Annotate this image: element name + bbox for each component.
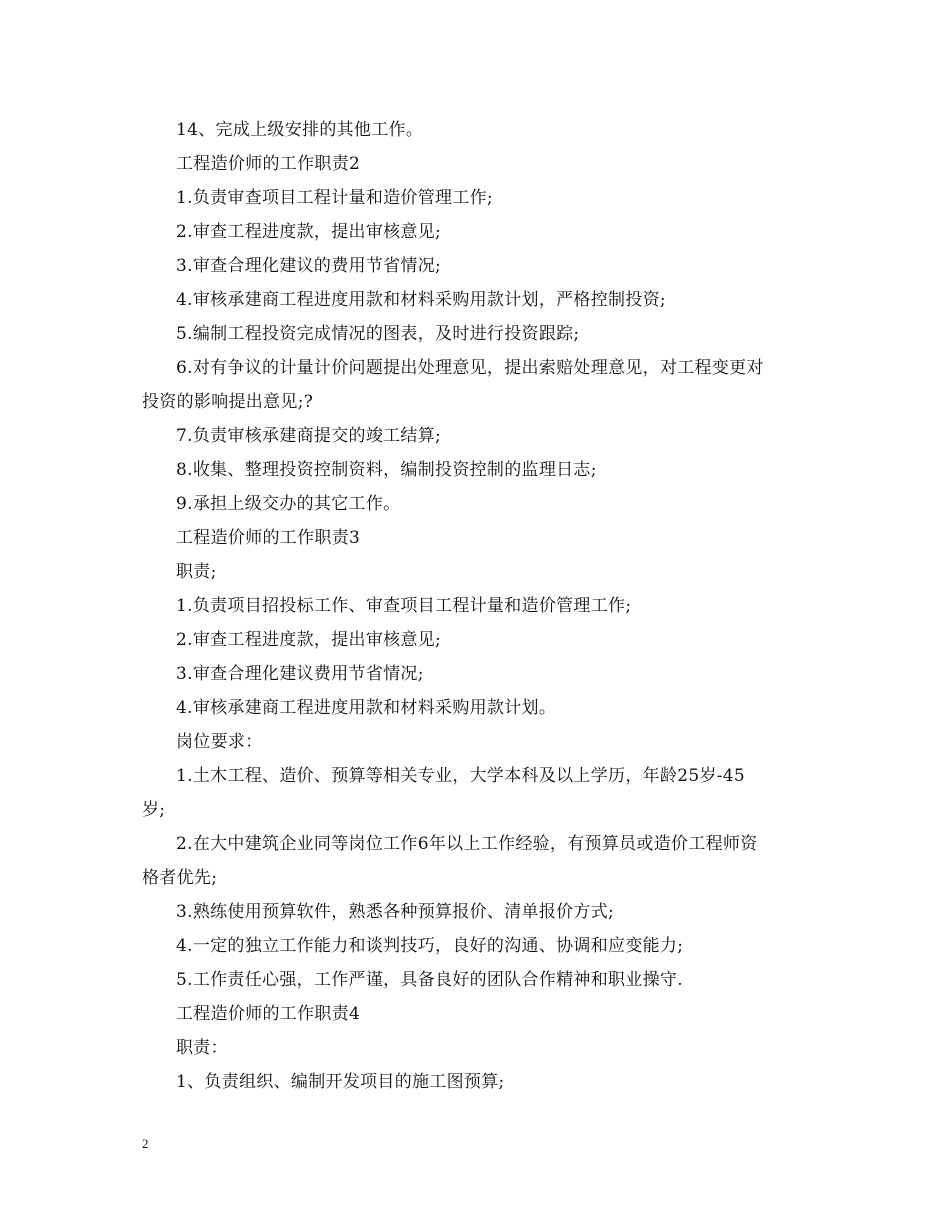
text-line: 4.审核承建商工程进度用款和材料采购用款计划，严格控制投资; [176,290,666,310]
text-line: 3.审查合理化建议的费用节省情况; [176,256,442,276]
text-line: 2.审查工程进度款，提出审核意见; [176,222,442,242]
page-number: 2 [142,1136,149,1151]
text-line: 4.审核承建商工程进度用款和材料采购用款计划。 [176,698,557,718]
text-line: 9.承担上级交办的其它工作。 [176,494,401,514]
text-line: 职责： [176,1038,228,1058]
text-line: 5.编制工程投资完成情况的图表，及时进行投资跟踪; [176,324,580,344]
text-line: 岗位要求： [176,732,263,752]
section-heading: 工程造价师的工作职责2 [176,154,361,174]
text-line: 1.负责审查项目工程计量和造价管理工作; [176,188,493,208]
text-line: 职责; [176,562,217,582]
text-line: 2.在大中建筑企业同等岗位工作6年以上工作经验，有预算员或造价工程师资 [176,834,758,854]
text-line: 7.负责审核承建商提交的竣工结算; [176,426,442,446]
text-line: 岁; [142,800,166,820]
text-line: 2.审查工程进度款，提出审核意见; [176,630,442,650]
section-heading: 工程造价师的工作职责4 [176,1004,361,1024]
text-line: 1.土木工程、造价、预算等相关专业，大学本科及以上学历，年龄25岁-45 [176,766,746,786]
text-line: 1.负责项目招投标工作、审查项目工程计量和造价管理工作; [176,596,632,616]
text-line: 1、负责组织、编制开发项目的施工图预算; [176,1072,505,1092]
text-line: 3.熟练使用预算软件，熟悉各种预算报价、清单报价方式; [176,902,615,922]
text-line: 3.审查合理化建议费用节省情况; [176,664,424,684]
text-line: 投资的影响提出意见;? [142,392,314,412]
text-line: 5.工作责任心强，工作严谨，具备良好的团队合作精神和职业操守. [176,970,683,990]
section-heading: 工程造价师的工作职责3 [176,528,361,548]
text-line: 14、完成上级安排的其他工作。 [176,120,424,140]
text-line: 8.收集、整理投资控制资料，编制投资控制的监理日志; [176,460,597,480]
text-line: 格者优先; [142,868,218,888]
text-line: 4.一定的独立工作能力和谈判技巧，良好的沟通、协调和应变能力; [176,936,684,956]
text-line: 6.对有争议的计量计价问题提出处理意见，提出索赔处理意见，对工程变更对 [176,358,764,378]
